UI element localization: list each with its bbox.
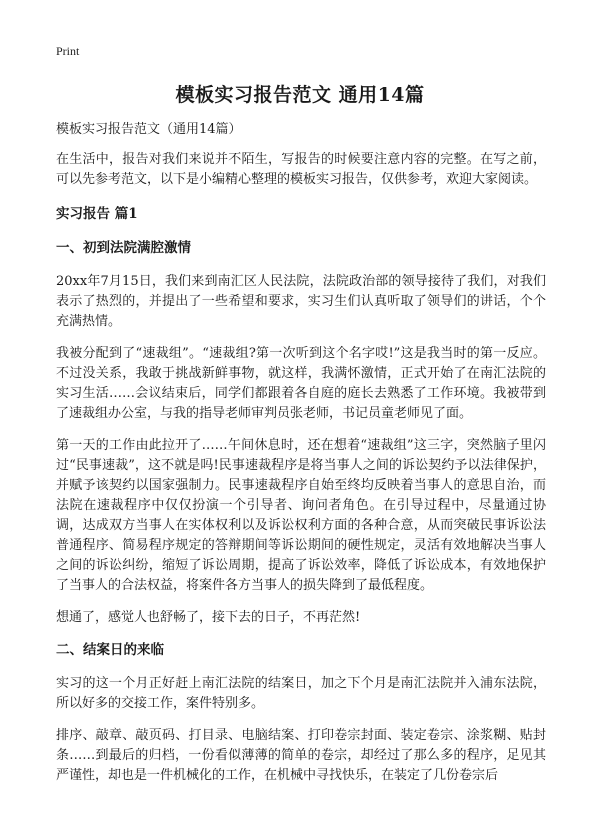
paragraph: 实习的这一个月正好赶上南汇法院的结案日，加之下个月是南汇法院并入浦东法院，所以好多的交接工作，案件特别多。	[56, 676, 546, 711]
part1-heading: 一、初到法院满腔激情	[56, 240, 191, 256]
part2-heading: 二、结案日的来临	[56, 642, 164, 658]
paragraph: 想通了，感觉人也舒畅了，接下去的日子，不再茫然!	[56, 610, 361, 625]
paragraph: 第一天的工作由此拉开了……午间休息时，还在想着“速裁组”这三字，突然脑子里闪过“民事速裁”，这不就是吗!民事速裁程序是将当事人之间的诉讼契约予以法律保护，并赋予该契约以国家强制力。民事速裁程序自始至终均反映着当事人的意思自治，而法院在速裁程序中仅仅扮演一个引导者、询问者角色。在引导过程中，尽量通过协调，达成双方当事人在实体权利以及诉讼权利方面的各种合意，从而突破民事诉讼法普通程序、简易程序规定的答辩期间等诉讼期间的硬性规定，灵活有效地解决当事人之间的诉讼纠纷，缩短了诉讼周期，提高了诉讼效率，降低了诉讼成本，有效地保护了当事人的合法权益，将案件各方当事人的损失降到了最低程度。	[56, 438, 546, 593]
section-heading: 实习报告 篇1	[56, 206, 138, 222]
document-title: 模板实习报告范文 通用14篇	[175, 84, 425, 106]
intro-paragraph: 在生活中，报告对我们来说并不陌生，写报告的时候要注意内容的完整。在写之前，可以先参考范文，以下是小编精心整理的模板实习报告，仅供参考，欢迎大家阅读。	[56, 152, 546, 187]
paragraph: 我被分配到了“速裁组”。“速裁组?第一次听到这个名字哎!”这是我当时的第一反应。不过没关系，我敢于挑战新鲜事物，就这样，我满怀激情，正式开始了在南汇法院的实习生活……会议结束后，同学们都跟着各自庭的庭长去熟悉了工作环境。我被带到了速裁组办公室，与我的指导老师审判员张老师，书记员童老师见了面。	[56, 346, 546, 421]
paragraph: 20xx年7月15日，我们来到南汇区人民法院，法院政治部的领导接待了我们，对我们表示了热烈的，并提出了一些希望和要求，实习生们认真听取了领导们的讲话，个个充满热情。	[56, 274, 546, 329]
paragraph: 排序、敲章、敲页码、打目录、电脑结案、打印卷宗封面、装定卷宗、涂浆糊、贴封条……到最后的归档，一份看似薄薄的简单的卷宗，却经过了那么多的程序，足见其严谨性，却也是一件机械化的工作，在机械中寻找快乐，在装定了几份卷宗后	[56, 728, 546, 783]
document-subtitle: 模板实习报告范文（通用14篇）	[56, 122, 242, 137]
document-body	[56, 120, 546, 798]
print-link[interactable]: Print	[56, 44, 80, 58]
